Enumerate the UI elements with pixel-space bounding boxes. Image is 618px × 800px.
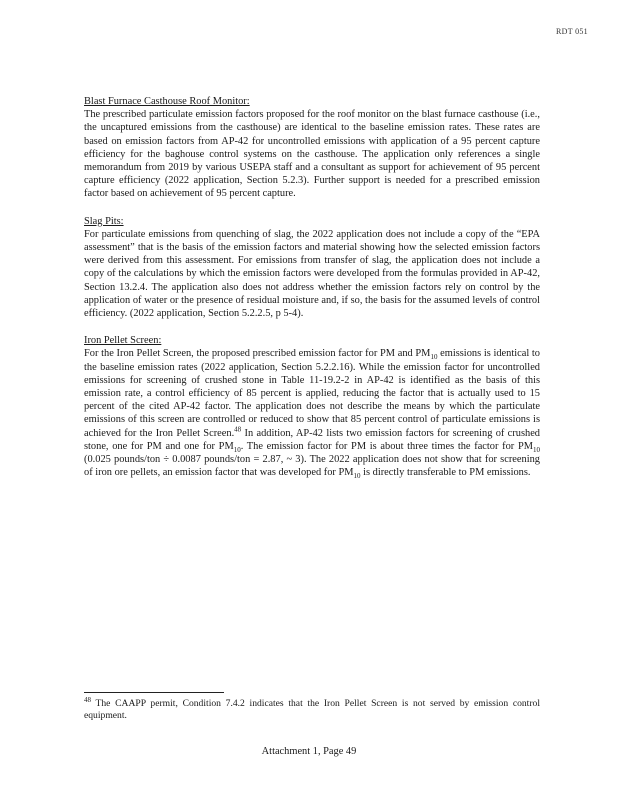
- footnote: [84, 695, 540, 722]
- section-casthouse-roof-monitor: [84, 95, 540, 201]
- section-iron-pellet-screen: [84, 334, 540, 479]
- footnote-number: 48: [84, 695, 91, 704]
- subscript: 10: [430, 353, 438, 362]
- subscript: 10: [233, 445, 241, 454]
- text-run: is directly transferable to PM emissions.: [360, 467, 531, 479]
- section-paragraph: The prescribed particulate emission factors proposed for the roof monitor on the blast furnace casthouse (i.e., the uncaptured emissions from the casthouse) are identical to the baseline emission rates. These rates are based on emission factors from AP-42 for uncontrolled emissions with application of a 95 percent capture efficiency for the baghouse control systems on the casthouse. The application only references a single memorandum from 2019 by various USEPA staff and a consultant as support for achievement of 95 percent capture efficiency (2022 application, Section 5.2.3). Further support is needed for a prescribed emission factor based on achievement of 95 percent capture.: [84, 109, 540, 200]
- section-paragraph: [84, 347, 540, 479]
- section-heading: Blast Furnace Casthouse Roof Monitor:: [84, 96, 250, 107]
- section-slag-pits: [84, 215, 540, 321]
- text-run: . The emission factor for PM is about three times the factor for PM: [240, 440, 533, 452]
- text-run: (0.025 pounds/ton ÷ 0.0087 pounds/ton = 2.87, ~ 3). The 2022 application does not show that for screening of iron ore pellets, an emission factor that was developed for PM: [84, 454, 540, 479]
- subscript: 10: [533, 445, 540, 454]
- text-run: In addition, AP-42 lists two emission factors for screening of crushed stone, one for PM and one for PM: [84, 427, 540, 452]
- footnote-divider: [84, 692, 224, 693]
- text-run: For the Iron Pellet Screen, the proposed prescribed emission factor for PM and PM: [84, 348, 431, 360]
- section-paragraph: For particulate emissions from quenching of slag, the 2022 application does not include a copy of the “EPA assessment” that is the basis of the emission factors and material showing how the selected emission factors were derived from this assessment. For emissions from transfer of slag, the application does not include a copy of the calculations by which the emission factors were developed from the formulas provided in AP-42, Section 13.2.4. The application also does not address whether the emission factors rely on control by the application of water or the presence of residual moisture and, if so, the basis for the assumed levels of control efficiency. (2022 application, Section 5.2.2.5, p 5-4).: [84, 228, 540, 320]
- text-run: emissions is identical to the baseline emission rates (2022 application, Section 5.2.2.16). While the emission factor for uncontrolled emissions for screening of crushed stone in Table 11-19.2-2 in AP-42 is identified as the basis of this emission rate, a control efficiency of 85 percent is applied, reducing the factor that is actually used to 15 percent of the cited AP-42 factor. The application does not describe the means by which the particulate emissions of this screen are controlled or reduced to show that 85 percent control of particulate emissions is achieved for the Iron Pellet Screen.: [84, 348, 541, 439]
- document-id: RDT 051: [556, 27, 588, 36]
- footnote-text: The CAAPP permit, Condition 7.4.2 indicates that the Iron Pellet Screen is not served by emission control equipment.: [84, 698, 540, 721]
- section-heading: Iron Pellet Screen:: [84, 335, 162, 347]
- footnote-reference[interactable]: 48: [234, 425, 242, 434]
- page-footer: Attachment 1, Page 49: [261, 746, 357, 757]
- subscript: 10: [353, 472, 361, 481]
- section-heading: Slag Pits:: [84, 215, 124, 227]
- document-body: [84, 95, 540, 492]
